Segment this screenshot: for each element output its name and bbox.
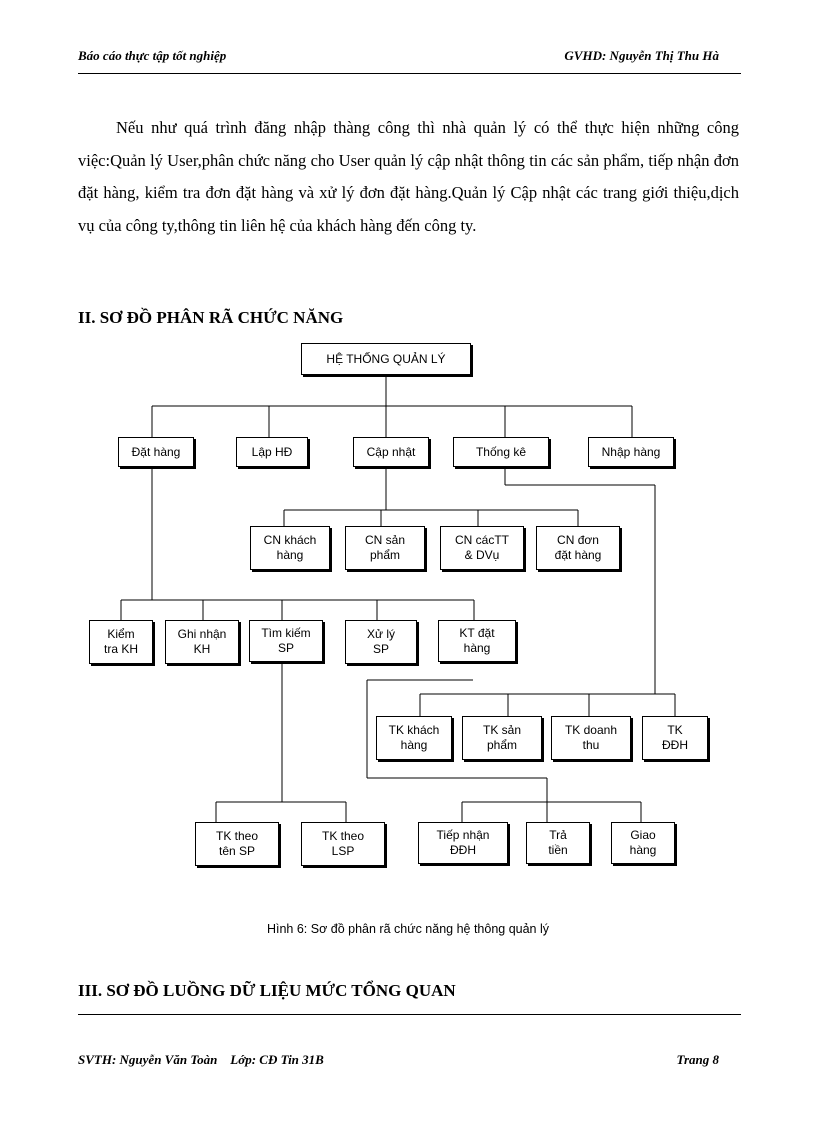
node-he-thong-quan-ly: HỆ THỐNG QUẢN LÝ xyxy=(301,343,471,375)
footer-page-number: Trang 8 xyxy=(676,1052,719,1067)
node-kiem-tra-kh: Kiểm tra KH xyxy=(89,620,153,664)
node-nhap-hang: Nhập hàng xyxy=(588,437,674,467)
node-cn-san-pham: CN sản phẩm xyxy=(345,526,425,570)
section-heading-3: III. SƠ ĐỒ LUỒNG DỮ LIỆU MỨC TỔNG QUAN xyxy=(78,981,456,1000)
header-supervisor: GVHD: Nguyễn Thị Thu Hà xyxy=(564,48,719,63)
node-ghi-nhan-kh: Ghi nhận KH xyxy=(165,620,239,664)
header-report-title: Báo cáo thực tập tốt nghiệp xyxy=(78,48,227,63)
node-tra-tien: Trả tiền xyxy=(526,822,590,864)
node-cn-cac-tt-dvu: CN cácTT & DVụ xyxy=(440,526,524,570)
node-tk-theo-lsp: TK theo LSP xyxy=(301,822,385,866)
page-footer xyxy=(78,1052,741,1072)
section-heading-2: II. SƠ ĐỒ PHÂN RÃ CHỨC NĂNG xyxy=(78,308,344,327)
node-tim-kiem-sp: Tìm kiếm SP xyxy=(249,620,323,662)
node-tk-doanh-thu: TK doanh thu xyxy=(551,716,631,760)
node-thong-ke: Thống kê xyxy=(453,437,549,467)
node-tk-khach-hang: TK khách hàng xyxy=(376,716,452,760)
figure-caption: Hình 6: Sơ đồ phân rã chức năng hệ thông quản lý xyxy=(266,922,550,936)
node-kt-dat-hang: KT đặt hàng xyxy=(438,620,516,662)
footer-rule xyxy=(78,1014,741,1015)
body-paragraph: Nếu như quá trình đăng nhập thàng công thì nhà quản lý có thể thực hiện những công việc:Quản lý User,phân chức năng cho User quản lý cập nhật thông tin các sản phẩm, tiếp nhận đơn đặt hàng, kiểm tra đơn đặt hàng và xử lý đơn đặt hàng.Quản lý Cập nhật các trang giới thiệu,dịch vụ của công ty,thông tin liên hệ của khách hàng đến công ty. xyxy=(78,118,739,235)
node-xu-ly-sp: Xử lý SP xyxy=(345,620,417,664)
node-dat-hang: Đặt hàng xyxy=(118,437,194,467)
node-tk-san-pham: TK sản phẩm xyxy=(462,716,542,760)
node-cn-don-dat-hang: CN đơn đặt hàng xyxy=(536,526,620,570)
node-lap-hd: Lập HĐ xyxy=(236,437,308,467)
node-giao-hang: Giao hàng xyxy=(611,822,675,864)
node-tiep-nhan-ddh: Tiếp nhận ĐĐH xyxy=(418,822,508,864)
node-tk-ddh: TK ĐĐH xyxy=(642,716,708,760)
node-cn-khach-hang: CN khách hàng xyxy=(250,526,330,570)
node-tk-theo-ten-sp: TK theo tên SP xyxy=(195,822,279,866)
node-cap-nhat: Cập nhật xyxy=(353,437,429,467)
footer-student-info: SVTH: Nguyễn Văn Toàn Lớp: CĐ Tin 31B xyxy=(78,1052,324,1067)
